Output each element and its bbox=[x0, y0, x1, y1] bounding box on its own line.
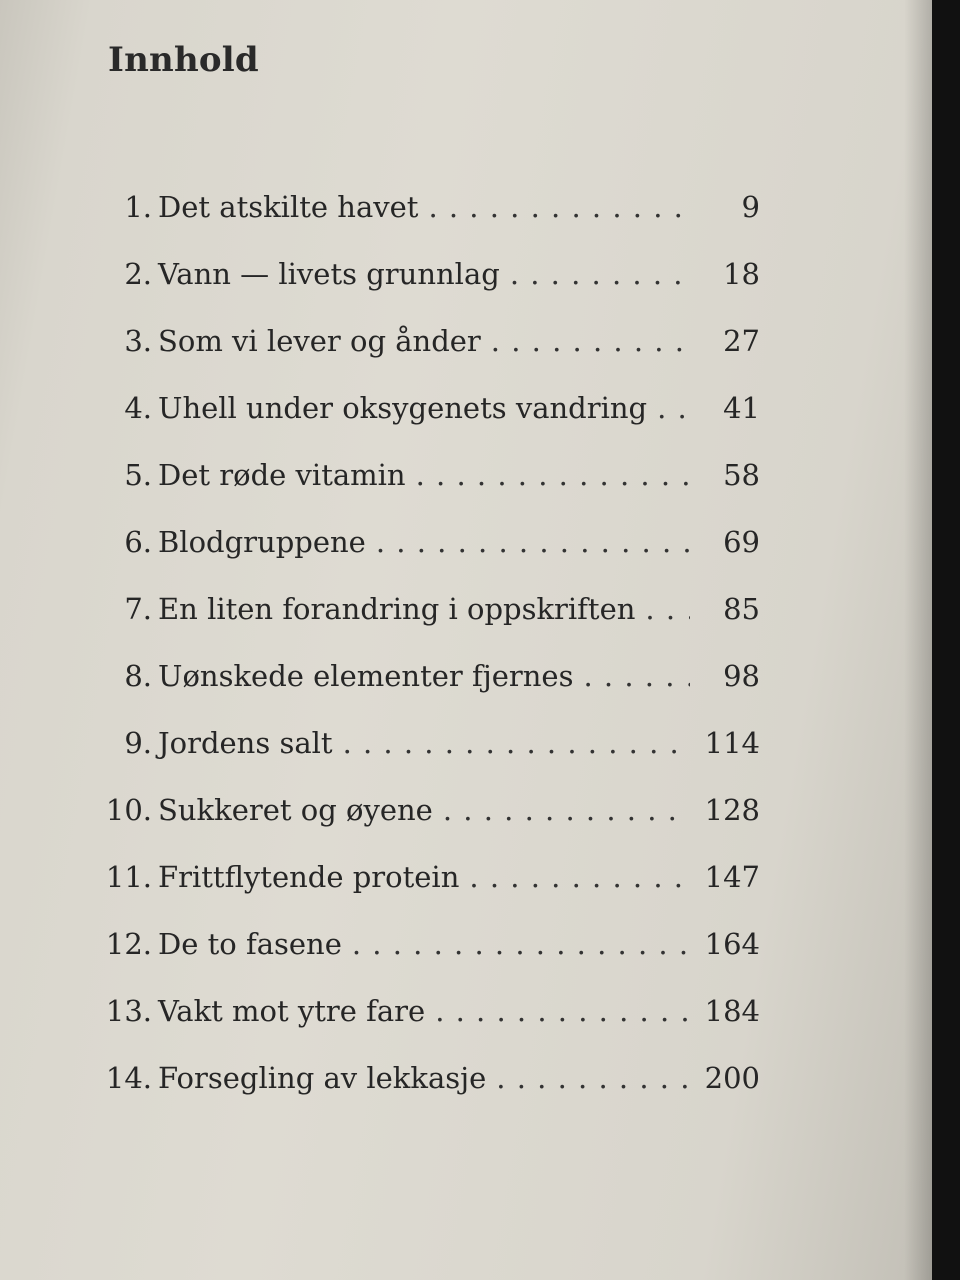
toc-leader-dots bbox=[496, 1061, 690, 1095]
toc-entry-page: 200 bbox=[704, 1061, 760, 1095]
toc-entry bbox=[100, 257, 760, 324]
toc-entry-page: 184 bbox=[704, 994, 760, 1028]
toc-entry-title: Uhell under oksygenets vandring bbox=[158, 391, 648, 425]
toc-entry bbox=[100, 190, 760, 257]
toc-entry-page: 27 bbox=[723, 324, 760, 358]
toc-entry-title: Blodgruppene bbox=[158, 525, 366, 559]
toc-leader-dots bbox=[491, 324, 690, 358]
toc-entry bbox=[100, 391, 760, 458]
toc-leader-dots bbox=[376, 525, 690, 559]
toc-leader-dots bbox=[510, 257, 690, 291]
toc-entry-number: 13. bbox=[105, 994, 152, 1028]
toc-entry-title: Det røde vitamin bbox=[158, 458, 406, 492]
toc-leader-dots bbox=[443, 793, 690, 827]
toc-leader-dots bbox=[343, 726, 690, 760]
toc-entry bbox=[100, 1061, 760, 1128]
toc-entry-page: 9 bbox=[741, 190, 760, 224]
toc-entry-title: Vakt mot ytre fare bbox=[158, 994, 426, 1028]
toc-entry-number: 7. bbox=[124, 592, 152, 626]
toc-entry-number: 12. bbox=[105, 927, 152, 961]
toc-entry-page: 41 bbox=[723, 391, 760, 425]
toc-entry bbox=[100, 726, 760, 793]
toc-entry-number: 11. bbox=[105, 860, 152, 894]
toc-entry-title: Som vi lever og ånder bbox=[158, 324, 481, 358]
toc-entry-number: 14. bbox=[105, 1061, 152, 1095]
toc-entry-number: 4. bbox=[124, 391, 152, 425]
toc-leader-dots bbox=[428, 190, 690, 224]
toc-entry-page: 164 bbox=[704, 927, 760, 961]
table-of-contents bbox=[100, 190, 760, 1128]
toc-entry-number: 10. bbox=[105, 793, 152, 827]
toc-entry-number: 1. bbox=[124, 190, 152, 224]
toc-entry-number: 2. bbox=[124, 257, 152, 291]
toc-entry bbox=[100, 324, 760, 391]
toc-entry-page: 69 bbox=[723, 525, 760, 559]
toc-entry-title: Uønskede elementer fjernes bbox=[158, 659, 574, 693]
toc-entry-number: 3. bbox=[124, 324, 152, 358]
toc-entry bbox=[100, 994, 760, 1061]
toc-leader-dots bbox=[416, 458, 690, 492]
toc-entry bbox=[100, 659, 760, 726]
toc-entry-number: 9. bbox=[124, 726, 152, 760]
toc-entry-page: 128 bbox=[704, 793, 760, 827]
toc-entry bbox=[100, 793, 760, 860]
toc-leader-dots bbox=[645, 592, 690, 626]
toc-leader-dots bbox=[469, 860, 690, 894]
toc-entry-title: Forsegling av lekkasje bbox=[158, 1061, 487, 1095]
toc-entry bbox=[100, 458, 760, 525]
toc-entry-page: 147 bbox=[704, 860, 760, 894]
toc-entry bbox=[100, 927, 760, 994]
toc-entry bbox=[100, 592, 760, 659]
toc-leader-dots bbox=[352, 927, 690, 961]
toc-entry-title: Jordens salt bbox=[158, 726, 333, 760]
toc-entry-title: Det atskilte havet bbox=[158, 190, 419, 224]
toc-entry bbox=[100, 860, 760, 927]
toc-entry-title: En liten forandring i oppskriften bbox=[158, 592, 636, 626]
toc-entry-title: Sukkeret og øyene bbox=[158, 793, 433, 827]
toc-leader-dots bbox=[435, 994, 690, 1028]
toc-entry bbox=[100, 525, 760, 592]
toc-entry-page: 114 bbox=[704, 726, 760, 760]
toc-leader-dots bbox=[657, 391, 690, 425]
toc-entry-page: 85 bbox=[723, 592, 760, 626]
toc-entry-number: 5. bbox=[124, 458, 152, 492]
toc-leader-dots bbox=[583, 659, 690, 693]
toc-entry-number: 8. bbox=[124, 659, 152, 693]
toc-entry-title: Frittflytende protein bbox=[158, 860, 460, 894]
toc-entry-page: 58 bbox=[723, 458, 760, 492]
toc-entry-page: 18 bbox=[723, 257, 760, 291]
toc-entry-page: 98 bbox=[723, 659, 760, 693]
page-title: Innhold bbox=[108, 40, 259, 80]
toc-entry-number: 6. bbox=[124, 525, 152, 559]
page-edge-shadow bbox=[904, 0, 932, 1280]
toc-entry-title: Vann — livets grunnlag bbox=[158, 257, 500, 291]
toc-entry-title: De to fasene bbox=[158, 927, 342, 961]
